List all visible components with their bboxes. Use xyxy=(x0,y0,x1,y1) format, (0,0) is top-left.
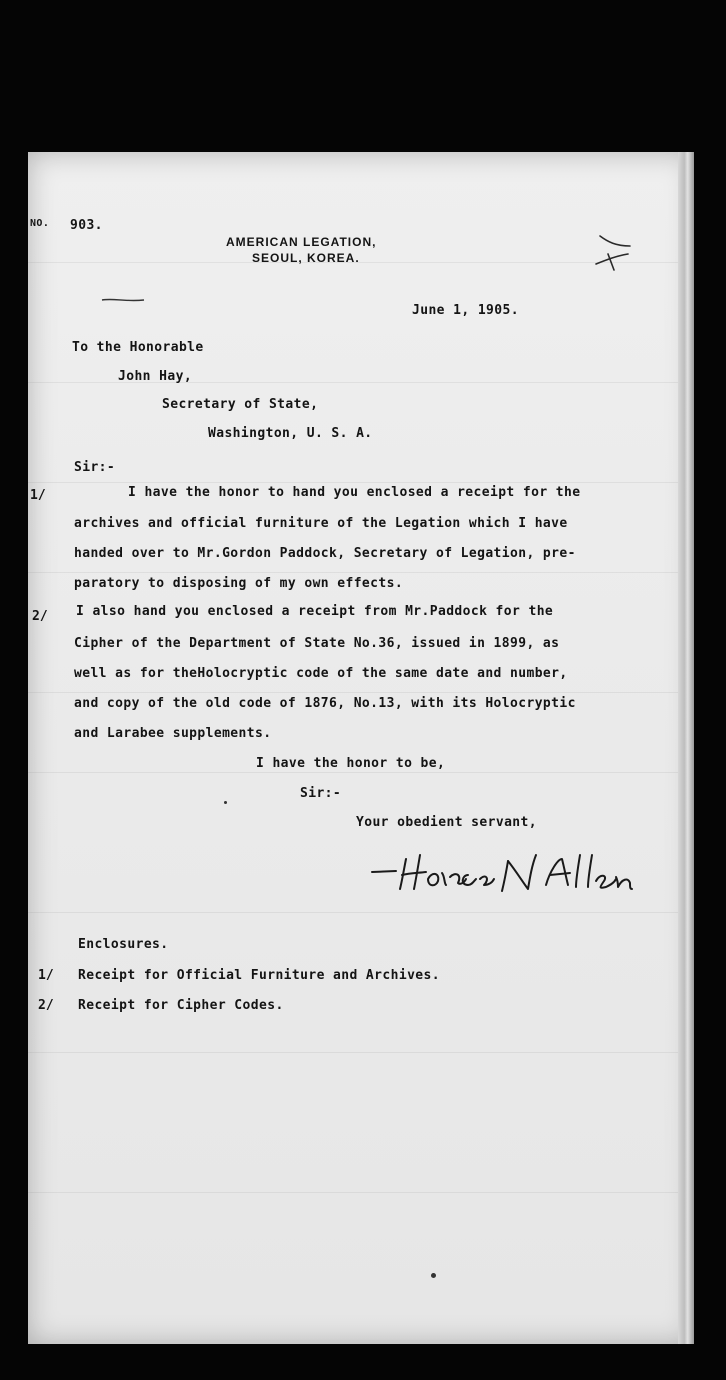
enclosure-item-1: Receipt for Official Furniture and Archives. xyxy=(78,968,440,983)
closing-line-2: Sir:- xyxy=(300,786,342,801)
enclosure-mark-1: 1/ xyxy=(38,968,54,983)
salutation: Sir:- xyxy=(74,460,116,475)
margin-mark-2: 2/ xyxy=(32,609,48,624)
dispatch-number: 903. xyxy=(70,218,103,233)
closing-line-1: I have the honor to be, xyxy=(256,756,446,771)
body-line-4: paratory to disposing of my own effects. xyxy=(74,576,404,591)
body-line-6: Cipher of the Department of State No.36, issued in 1899, as xyxy=(74,636,560,651)
ink-speck xyxy=(224,801,227,804)
enclosures-heading: Enclosures. xyxy=(78,937,169,952)
letter-date: June 1, 1905. xyxy=(412,303,519,318)
letterhead-line-2: SEOUL, KOREA. xyxy=(252,251,360,265)
address-line-3: Secretary of State, xyxy=(162,397,319,412)
closing-line-3: Your obedient servant, xyxy=(356,815,537,830)
ink-speck xyxy=(431,1273,436,1278)
enclosure-mark-2: 2/ xyxy=(38,998,54,1013)
letterhead-line-1: AMERICAN LEGATION, xyxy=(226,235,377,249)
number-label: NO. xyxy=(30,218,50,229)
margin-dash xyxy=(100,294,146,304)
body-line-9: and Larabee supplements. xyxy=(74,726,272,741)
body-line-3: handed over to Mr.Gordon Paddock, Secretary of Legation, pre- xyxy=(74,546,576,561)
enclosure-item-2: Receipt for Cipher Codes. xyxy=(78,998,284,1013)
handwritten-signature xyxy=(370,845,690,895)
address-line-2: John Hay, xyxy=(118,369,193,384)
address-line-1: To the Honorable xyxy=(72,340,204,355)
body-line-7: well as for theHolocryptic code of the same date and number, xyxy=(74,666,568,681)
body-line-5: I also hand you enclosed a receipt from Mr.Paddock for the xyxy=(76,604,554,619)
address-line-4: Washington, U. S. A. xyxy=(208,426,373,441)
body-line-1: I have the honor to hand you enclosed a receipt for the xyxy=(128,485,581,500)
stray-pen-mark xyxy=(590,228,640,274)
body-line-8: and copy of the old code of 1876, No.13, with its Holocryptic xyxy=(74,696,576,711)
margin-mark-1: 1/ xyxy=(30,488,46,503)
letter-page xyxy=(28,152,694,1344)
page-edge xyxy=(678,152,694,1344)
body-line-2: archives and official furniture of the Legation which I have xyxy=(74,516,568,531)
